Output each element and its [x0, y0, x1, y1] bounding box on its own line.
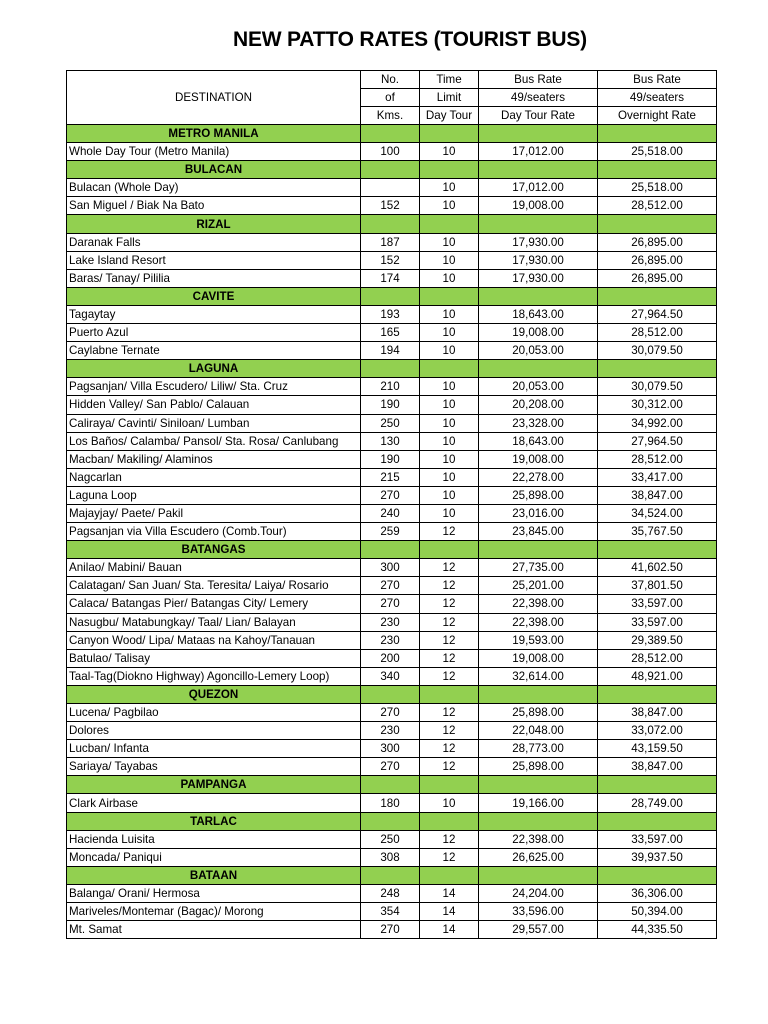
overnight-rate-cell: 29,389.50 — [598, 631, 717, 649]
day-rate-cell: 25,201.00 — [479, 577, 598, 595]
section-label: METRO MANILA — [67, 125, 361, 143]
day-rate-cell: 22,048.00 — [479, 722, 598, 740]
destination-cell: Mariveles/Montemar (Bagac)/ Morong — [67, 903, 361, 921]
overnight-rate-cell: 26,895.00 — [598, 269, 717, 287]
table-row — [67, 468, 717, 486]
section-band-cell — [361, 685, 420, 703]
kms-cell — [361, 179, 420, 197]
day-rate-cell: 28,773.00 — [479, 740, 598, 758]
overnight-rate-cell: 38,847.00 — [598, 704, 717, 722]
kms-cell: 250 — [361, 414, 420, 432]
kms-cell: 270 — [361, 758, 420, 776]
destination-cell: Baras/ Tanay/ Pililia — [67, 269, 361, 287]
header-row-1 — [67, 71, 717, 89]
kms-cell: 240 — [361, 504, 420, 522]
overnight-rate-cell: 30,079.50 — [598, 378, 717, 396]
table-row — [67, 523, 717, 541]
day-rate-cell: 19,166.00 — [479, 794, 598, 812]
destination-cell: Batulao/ Talisay — [67, 649, 361, 667]
time-limit-cell: 10 — [420, 486, 479, 504]
time-limit-cell: 12 — [420, 667, 479, 685]
time-limit-cell: 12 — [420, 577, 479, 595]
section-band-cell — [420, 360, 479, 378]
overnight-rate-cell: 37,801.50 — [598, 577, 717, 595]
table-row — [67, 324, 717, 342]
destination-cell: Daranak Falls — [67, 233, 361, 251]
time-limit-cell: 10 — [420, 504, 479, 522]
day-rate-cell: 22,398.00 — [479, 595, 598, 613]
day-rate-cell: 19,008.00 — [479, 450, 598, 468]
table-row — [67, 342, 717, 360]
table-row — [67, 921, 717, 939]
kms-cell: 270 — [361, 577, 420, 595]
section-band-cell — [420, 685, 479, 703]
section-row — [67, 215, 717, 233]
header-night-rate-line-2: 49/seaters — [598, 89, 717, 107]
section-row — [67, 866, 717, 884]
kms-cell: 230 — [361, 613, 420, 631]
destination-cell: Anilao/ Mabini/ Bauan — [67, 559, 361, 577]
day-rate-cell: 32,614.00 — [479, 667, 598, 685]
day-rate-cell: 20,053.00 — [479, 378, 598, 396]
day-rate-cell: 33,596.00 — [479, 903, 598, 921]
day-rate-cell: 18,643.00 — [479, 432, 598, 450]
time-limit-cell: 10 — [420, 305, 479, 323]
destination-cell: San Miguel / Biak Na Bato — [67, 197, 361, 215]
section-band-cell — [479, 287, 598, 305]
section-band-cell — [479, 215, 598, 233]
overnight-rate-cell: 39,937.50 — [598, 848, 717, 866]
section-band-cell — [361, 287, 420, 305]
table-row — [67, 722, 717, 740]
time-limit-cell: 10 — [420, 251, 479, 269]
overnight-rate-cell: 28,749.00 — [598, 794, 717, 812]
table-row — [67, 179, 717, 197]
overnight-rate-cell: 33,072.00 — [598, 722, 717, 740]
day-rate-cell: 20,053.00 — [479, 342, 598, 360]
section-band-cell — [479, 161, 598, 179]
time-limit-cell: 10 — [420, 378, 479, 396]
time-limit-cell: 10 — [420, 342, 479, 360]
header-day-rate-line-3: Day Tour Rate — [479, 107, 598, 125]
header-time-line-2: Limit — [420, 89, 479, 107]
section-label: QUEZON — [67, 685, 361, 703]
overnight-rate-cell: 50,394.00 — [598, 903, 717, 921]
destination-cell: Balanga/ Orani/ Hermosa — [67, 884, 361, 902]
kms-cell: 300 — [361, 559, 420, 577]
section-band-cell — [598, 215, 717, 233]
time-limit-cell: 10 — [420, 450, 479, 468]
header-kms-line-1: No. — [361, 71, 420, 89]
day-rate-cell: 19,008.00 — [479, 197, 598, 215]
kms-cell: 230 — [361, 631, 420, 649]
section-label: BULACAN — [67, 161, 361, 179]
table-row — [67, 450, 717, 468]
section-band-cell — [361, 161, 420, 179]
time-limit-cell: 14 — [420, 921, 479, 939]
section-label: PAMPANGA — [67, 776, 361, 794]
overnight-rate-cell: 27,964.50 — [598, 305, 717, 323]
table-row — [67, 884, 717, 902]
day-rate-cell: 17,012.00 — [479, 179, 598, 197]
section-label: BATAAN — [67, 866, 361, 884]
section-band-cell — [420, 125, 479, 143]
day-rate-cell: 18,643.00 — [479, 305, 598, 323]
destination-cell: Nasugbu/ Matabungkay/ Taal/ Lian/ Balayan — [67, 613, 361, 631]
day-rate-cell: 17,930.00 — [479, 269, 598, 287]
kms-cell: 215 — [361, 468, 420, 486]
kms-cell: 250 — [361, 830, 420, 848]
destination-cell: Canyon Wood/ Lipa/ Mataas na Kahoy/Tanauan — [67, 631, 361, 649]
table-row — [67, 649, 717, 667]
table-row — [67, 378, 717, 396]
time-limit-cell: 12 — [420, 704, 479, 722]
section-band-cell — [598, 125, 717, 143]
section-band-cell — [420, 866, 479, 884]
section-band-cell — [598, 287, 717, 305]
table-row — [67, 269, 717, 287]
section-row — [67, 125, 717, 143]
time-limit-cell: 12 — [420, 613, 479, 631]
header-kms-line-3: Kms. — [361, 107, 420, 125]
overnight-rate-cell: 27,964.50 — [598, 432, 717, 450]
day-rate-cell: 23,328.00 — [479, 414, 598, 432]
overnight-rate-cell: 33,597.00 — [598, 613, 717, 631]
time-limit-cell: 12 — [420, 722, 479, 740]
section-band-cell — [598, 866, 717, 884]
section-band-cell — [479, 360, 598, 378]
overnight-rate-cell: 30,079.50 — [598, 342, 717, 360]
section-band-cell — [420, 812, 479, 830]
day-rate-cell: 25,898.00 — [479, 758, 598, 776]
destination-cell: Lucena/ Pagbilao — [67, 704, 361, 722]
day-rate-cell: 23,845.00 — [479, 523, 598, 541]
table-row — [67, 667, 717, 685]
section-band-cell — [361, 360, 420, 378]
day-rate-cell: 22,398.00 — [479, 830, 598, 848]
overnight-rate-cell: 44,335.50 — [598, 921, 717, 939]
table-row — [67, 251, 717, 269]
section-label: RIZAL — [67, 215, 361, 233]
day-rate-cell: 26,625.00 — [479, 848, 598, 866]
overnight-rate-cell: 26,895.00 — [598, 251, 717, 269]
kms-cell: 210 — [361, 378, 420, 396]
destination-cell: Nagcarlan — [67, 468, 361, 486]
section-row — [67, 541, 717, 559]
table-row — [67, 613, 717, 631]
time-limit-cell: 10 — [420, 432, 479, 450]
overnight-rate-cell: 33,597.00 — [598, 830, 717, 848]
section-band-cell — [361, 812, 420, 830]
rates-table — [66, 70, 717, 939]
section-label: BATANGAS — [67, 541, 361, 559]
kms-cell: 354 — [361, 903, 420, 921]
table-row — [67, 486, 717, 504]
rates-table-body — [67, 125, 717, 939]
day-rate-cell: 19,008.00 — [479, 649, 598, 667]
time-limit-cell: 14 — [420, 884, 479, 902]
overnight-rate-cell: 33,597.00 — [598, 595, 717, 613]
day-rate-cell: 19,008.00 — [479, 324, 598, 342]
table-row — [67, 233, 717, 251]
section-band-cell — [420, 776, 479, 794]
day-rate-cell: 25,898.00 — [479, 486, 598, 504]
overnight-rate-cell: 28,512.00 — [598, 197, 717, 215]
destination-cell: Caliraya/ Cavinti/ Siniloan/ Lumban — [67, 414, 361, 432]
destination-cell: Pagsanjan/ Villa Escudero/ Liliw/ Sta. Cruz — [67, 378, 361, 396]
kms-cell: 190 — [361, 396, 420, 414]
destination-cell: Los Baños/ Calamba/ Pansol/ Sta. Rosa/ Canlubang — [67, 432, 361, 450]
table-row — [67, 794, 717, 812]
destination-cell: Majayjay/ Paete/ Pakil — [67, 504, 361, 522]
destination-cell: Laguna Loop — [67, 486, 361, 504]
section-row — [67, 161, 717, 179]
destination-cell: Sariaya/ Tayabas — [67, 758, 361, 776]
section-band-cell — [361, 776, 420, 794]
kms-cell: 200 — [361, 649, 420, 667]
table-row — [67, 197, 717, 215]
table-row — [67, 305, 717, 323]
section-band-cell — [420, 541, 479, 559]
table-row — [67, 559, 717, 577]
day-rate-cell: 19,593.00 — [479, 631, 598, 649]
day-rate-cell: 29,557.00 — [479, 921, 598, 939]
table-row — [67, 414, 717, 432]
header-kms-line-2: of — [361, 89, 420, 107]
table-row — [67, 830, 717, 848]
overnight-rate-cell: 38,847.00 — [598, 486, 717, 504]
kms-cell: 165 — [361, 324, 420, 342]
overnight-rate-cell: 25,518.00 — [598, 143, 717, 161]
time-limit-cell: 12 — [420, 758, 479, 776]
section-band-cell — [479, 685, 598, 703]
day-rate-cell: 20,208.00 — [479, 396, 598, 414]
header-day-rate-line-1: Bus Rate — [479, 71, 598, 89]
time-limit-cell: 14 — [420, 903, 479, 921]
destination-cell: Lake Island Resort — [67, 251, 361, 269]
table-row — [67, 740, 717, 758]
kms-cell: 248 — [361, 884, 420, 902]
header-day-rate-line-2: 49/seaters — [479, 89, 598, 107]
destination-cell: Calaca/ Batangas Pier/ Batangas City/ Lemery — [67, 595, 361, 613]
header-destination: DESTINATION — [67, 71, 361, 125]
kms-cell: 130 — [361, 432, 420, 450]
overnight-rate-cell: 36,306.00 — [598, 884, 717, 902]
section-band-cell — [420, 161, 479, 179]
time-limit-cell: 12 — [420, 595, 479, 613]
section-row — [67, 287, 717, 305]
kms-cell: 180 — [361, 794, 420, 812]
destination-cell: Caylabne Ternate — [67, 342, 361, 360]
time-limit-cell: 12 — [420, 848, 479, 866]
kms-cell: 308 — [361, 848, 420, 866]
section-band-cell — [598, 685, 717, 703]
section-band-cell — [479, 866, 598, 884]
destination-cell: Taal-Tag(Diokno Highway) Agoncillo-Lemery Loop) — [67, 667, 361, 685]
overnight-rate-cell: 33,417.00 — [598, 468, 717, 486]
overnight-rate-cell: 34,992.00 — [598, 414, 717, 432]
header-time-line-3: Day Tour — [420, 107, 479, 125]
overnight-rate-cell: 28,512.00 — [598, 450, 717, 468]
day-rate-cell: 22,398.00 — [479, 613, 598, 631]
time-limit-cell: 12 — [420, 649, 479, 667]
section-label: LAGUNA — [67, 360, 361, 378]
section-row — [67, 812, 717, 830]
table-row — [67, 595, 717, 613]
table-row — [67, 758, 717, 776]
section-band-cell — [361, 125, 420, 143]
overnight-rate-cell: 48,921.00 — [598, 667, 717, 685]
overnight-rate-cell: 34,524.00 — [598, 504, 717, 522]
destination-cell: Pagsanjan via Villa Escudero (Comb.Tour) — [67, 523, 361, 541]
day-rate-cell: 25,898.00 — [479, 704, 598, 722]
section-band-cell — [420, 287, 479, 305]
table-row — [67, 704, 717, 722]
time-limit-cell: 10 — [420, 197, 479, 215]
table-row — [67, 432, 717, 450]
kms-cell: 270 — [361, 595, 420, 613]
section-band-cell — [361, 215, 420, 233]
overnight-rate-cell: 38,847.00 — [598, 758, 717, 776]
destination-cell: Mt. Samat — [67, 921, 361, 939]
destination-cell: Whole Day Tour (Metro Manila) — [67, 143, 361, 161]
time-limit-cell: 10 — [420, 324, 479, 342]
header-night-rate-line-3: Overnight Rate — [598, 107, 717, 125]
section-row — [67, 360, 717, 378]
destination-cell: Moncada/ Paniqui — [67, 848, 361, 866]
destination-cell: Clark Airbase — [67, 794, 361, 812]
kms-cell: 193 — [361, 305, 420, 323]
kms-cell: 300 — [361, 740, 420, 758]
section-band-cell — [479, 776, 598, 794]
overnight-rate-cell: 43,159.50 — [598, 740, 717, 758]
destination-cell: Bulacan (Whole Day) — [67, 179, 361, 197]
overnight-rate-cell: 35,767.50 — [598, 523, 717, 541]
section-band-cell — [598, 776, 717, 794]
destination-cell: Dolores — [67, 722, 361, 740]
overnight-rate-cell: 28,512.00 — [598, 324, 717, 342]
overnight-rate-cell: 25,518.00 — [598, 179, 717, 197]
section-band-cell — [361, 541, 420, 559]
kms-cell: 152 — [361, 251, 420, 269]
time-limit-cell: 12 — [420, 559, 479, 577]
kms-cell: 187 — [361, 233, 420, 251]
section-row — [67, 776, 717, 794]
section-row — [67, 685, 717, 703]
time-limit-cell: 12 — [420, 830, 479, 848]
time-limit-cell: 10 — [420, 468, 479, 486]
section-band-cell — [479, 125, 598, 143]
destination-cell: Tagaytay — [67, 305, 361, 323]
time-limit-cell: 10 — [420, 269, 479, 287]
time-limit-cell: 12 — [420, 523, 479, 541]
time-limit-cell: 10 — [420, 396, 479, 414]
day-rate-cell: 22,278.00 — [479, 468, 598, 486]
kms-cell: 174 — [361, 269, 420, 287]
overnight-rate-cell: 28,512.00 — [598, 649, 717, 667]
kms-cell: 259 — [361, 523, 420, 541]
time-limit-cell: 12 — [420, 631, 479, 649]
section-band-cell — [598, 161, 717, 179]
table-row — [67, 504, 717, 522]
time-limit-cell: 10 — [420, 179, 479, 197]
header-time-line-1: Time — [420, 71, 479, 89]
table-row — [67, 631, 717, 649]
destination-cell: Puerto Azul — [67, 324, 361, 342]
section-band-cell — [598, 360, 717, 378]
kms-cell: 230 — [361, 722, 420, 740]
kms-cell: 340 — [361, 667, 420, 685]
day-rate-cell: 23,016.00 — [479, 504, 598, 522]
day-rate-cell: 24,204.00 — [479, 884, 598, 902]
section-band-cell — [598, 541, 717, 559]
section-band-cell — [420, 215, 479, 233]
time-limit-cell: 12 — [420, 740, 479, 758]
section-label: CAVITE — [67, 287, 361, 305]
overnight-rate-cell: 41,602.50 — [598, 559, 717, 577]
kms-cell: 270 — [361, 486, 420, 504]
section-band-cell — [361, 866, 420, 884]
time-limit-cell: 10 — [420, 414, 479, 432]
table-row — [67, 903, 717, 921]
destination-cell: Macban/ Makiling/ Alaminos — [67, 450, 361, 468]
kms-cell: 152 — [361, 197, 420, 215]
overnight-rate-cell: 30,312.00 — [598, 396, 717, 414]
page-title: NEW PATTO RATES (TOURIST BUS) — [233, 28, 587, 51]
day-rate-cell: 27,735.00 — [479, 559, 598, 577]
day-rate-cell: 17,930.00 — [479, 233, 598, 251]
kms-cell: 194 — [361, 342, 420, 360]
kms-cell: 100 — [361, 143, 420, 161]
section-band-cell — [598, 812, 717, 830]
section-label: TARLAC — [67, 812, 361, 830]
header-night-rate-line-1: Bus Rate — [598, 71, 717, 89]
kms-cell: 270 — [361, 704, 420, 722]
overnight-rate-cell: 26,895.00 — [598, 233, 717, 251]
destination-cell: Hidden Valley/ San Pablo/ Calauan — [67, 396, 361, 414]
day-rate-cell: 17,930.00 — [479, 251, 598, 269]
table-row — [67, 848, 717, 866]
day-rate-cell: 17,012.00 — [479, 143, 598, 161]
section-band-cell — [479, 541, 598, 559]
kms-cell: 270 — [361, 921, 420, 939]
time-limit-cell: 10 — [420, 143, 479, 161]
time-limit-cell: 10 — [420, 794, 479, 812]
kms-cell: 190 — [361, 450, 420, 468]
destination-cell: Calatagan/ San Juan/ Sta. Teresita/ Laiya/ Rosario — [67, 577, 361, 595]
destination-cell: Hacienda Luisita — [67, 830, 361, 848]
time-limit-cell: 10 — [420, 233, 479, 251]
destination-cell: Lucban/ Infanta — [67, 740, 361, 758]
table-row — [67, 577, 717, 595]
section-band-cell — [479, 812, 598, 830]
table-row — [67, 396, 717, 414]
table-row — [67, 143, 717, 161]
